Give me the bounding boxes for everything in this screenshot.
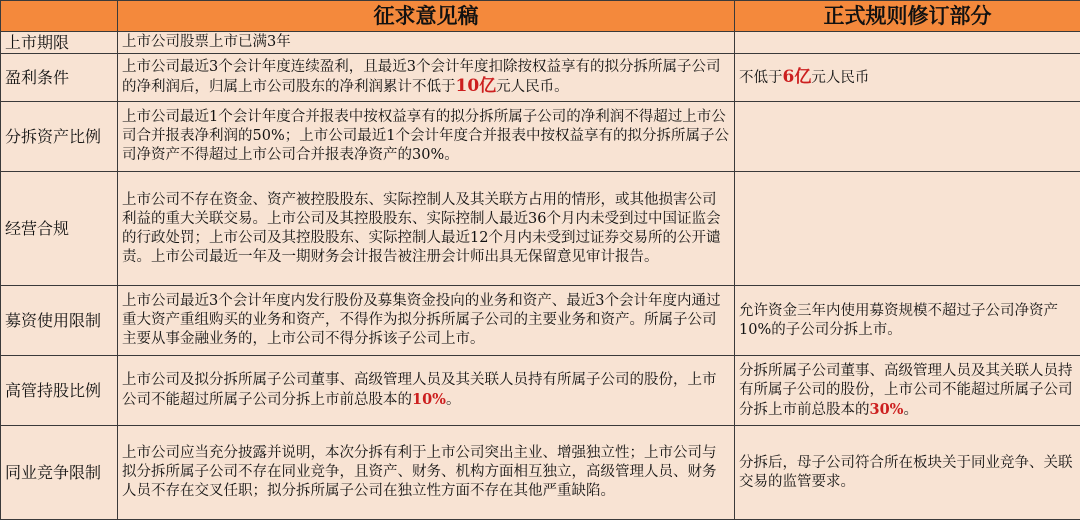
final-cell: 允许资金三年内使用募资规模不超过子公司净资产10%的子公司分拆上市。 — [735, 286, 1080, 356]
draft-highlight: 10亿 — [455, 76, 497, 96]
header-empty-cell — [1, 1, 118, 32]
final-text-end: 元人民币 — [811, 69, 870, 86]
table-row — [1, 356, 1080, 426]
draft-cell — [118, 356, 735, 426]
final-highlight: 30% — [869, 400, 904, 418]
row-label: 募资使用限制 — [1, 286, 118, 356]
draft-cell: 上市公司最近3个会计年度内发行股份及募集资金投向的业务和资产、最近3个会计年度内通过重大资产重组购买的业务和资产，不得作为拟分拆所属子公司的主要业务和资产。所属子公司主要从事金融业务的，上市公司不得分拆该子公司上市。 — [118, 286, 735, 356]
row-label: 同业竞争限制 — [1, 426, 118, 520]
final-text: 不低于 — [739, 69, 783, 86]
draft-highlight: 10% — [412, 391, 446, 408]
draft-text-end: 。 — [445, 392, 461, 408]
table-row — [1, 54, 1080, 102]
row-label: 上市期限 — [1, 32, 118, 54]
row-label: 分拆资产比例 — [1, 102, 118, 172]
draft-text: 上市公司及拟分拆所属子公司董事、高级管理人员及其关联人员持有所属子公司的股份，上市公司不能超过所属子公司分拆上市前总股本的 — [122, 372, 717, 408]
table-row — [1, 286, 1080, 356]
final-highlight: 6亿 — [782, 66, 812, 87]
table-row — [1, 426, 1080, 520]
final-text-end: 。 — [903, 401, 918, 418]
final-cell — [735, 356, 1080, 426]
row-label: 盈利条件 — [1, 54, 118, 102]
draft-cell: 上市公司股票上市已满3年 — [118, 32, 735, 54]
draft-text-end: 元人民币。 — [496, 79, 569, 95]
table-row — [1, 102, 1080, 172]
row-label: 经营合规 — [1, 172, 118, 286]
draft-cell — [118, 54, 735, 102]
draft-text: 上市公司最近3个会计年度连续盈利，且最近3个会计年度扣除按权益享有的拟分拆所属子公司的净利润后，归属上市公司股东的净利润累计不低于 — [122, 59, 721, 95]
final-cell — [735, 172, 1080, 286]
final-cell — [735, 54, 1080, 102]
table-row — [1, 32, 1080, 54]
header-final: 正式规则修订部分 — [735, 1, 1080, 32]
final-cell: 分拆后，母子公司符合所在板块关于同业竞争、关联交易的监管要求。 — [735, 426, 1080, 520]
table-row — [1, 172, 1080, 286]
draft-cell: 上市公司最近1个会计年度合并报表中按权益享有的拟分拆所属子公司的净利润不得超过上市公司合并报表净利润的50%；上市公司最近1个会计年度合并报表中按权益享有的拟分拆所属子公司净资产不得超过上市公司合并报表净资产的30%。 — [118, 102, 735, 172]
final-cell — [735, 32, 1080, 54]
final-cell — [735, 102, 1080, 172]
header-row — [1, 1, 1080, 32]
draft-cell: 上市公司应当充分披露并说明，本次分拆有利于上市公司突出主业、增强独立性；上市公司与拟分拆所属子公司不存在同业竞争，且资产、财务、机构方面相互独立，高级管理人员、财务人员不存在交叉任职；拟分拆所属子公司在独立性方面不存在其他严重缺陷。 — [118, 426, 735, 520]
header-draft: 征求意见稿 — [118, 1, 735, 32]
row-label: 高管持股比例 — [1, 356, 118, 426]
final-text: 分拆所属子公司董事、高级管理人员及其关联人员持有所属子公司的股份，上市公司不能超过所属子公司分拆上市前总股本的 — [739, 362, 1073, 418]
draft-cell: 上市公司不存在资金、资产被控股股东、实际控制人及其关联方占用的情形，或其他损害公司利益的重大关联交易。上市公司及其控股股东、实际控制人最近36个月内未受到过中国证监会的行政处罚；上市公司及其控股股东、实际控制人最近12个月内未受到过证券交易所的公开谴责。上市公司最近一年及一期财务会计报告被注册会计师出具无保留意见审计报告。 — [118, 172, 735, 286]
